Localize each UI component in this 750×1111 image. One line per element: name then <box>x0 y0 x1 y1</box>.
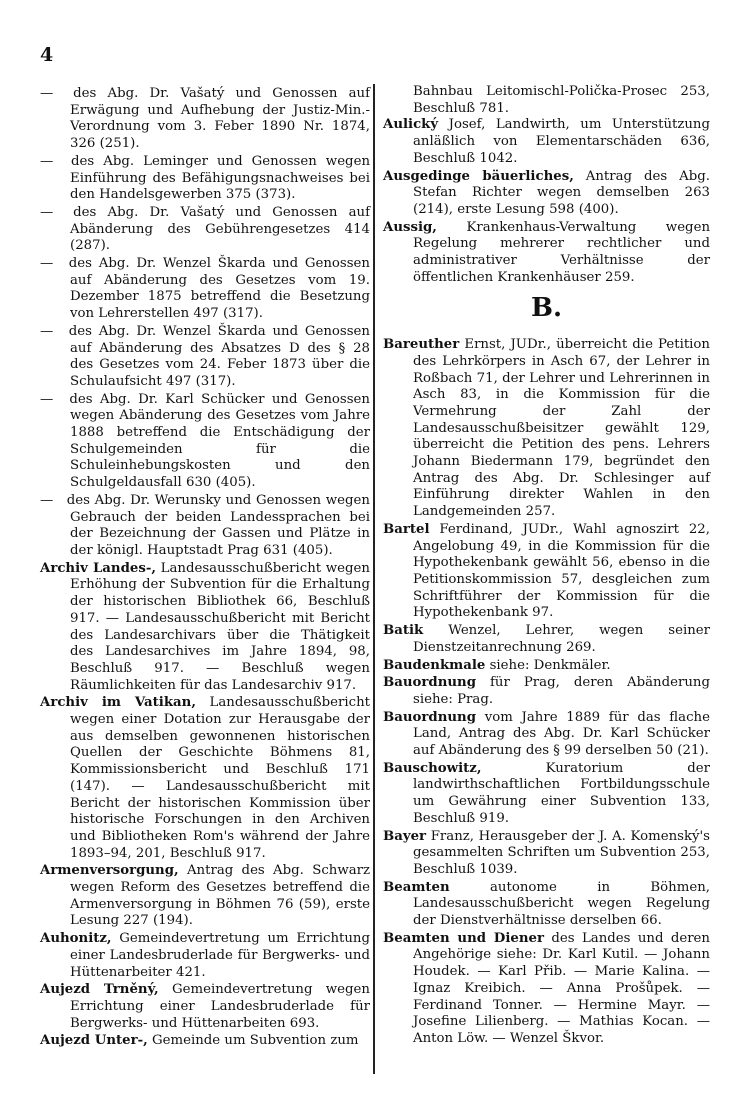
entry-headword: Archiv Landes-, <box>40 560 156 576</box>
index-entry: Bartel Ferdinand, JUDr., Wahl agnoszirt 22, Angelobung 49, in die Kommission für die Hypothekenbank gewählt 56, ebenso in die Petitionskommission 57, desgleichen zum Schriftführer der Kommission für die Hypothekenbank 97. <box>383 521 710 621</box>
entry-headword: Armenversorgung, <box>40 863 179 879</box>
index-entry: Aussig, Krankenhaus-Verwaltung wegen Regelung mehrerer rechtlicher und administrativer Verhältnisse der öffentlichen Krankenhäuser 259. <box>383 219 711 285</box>
entry-headword: Beamten <box>383 879 450 895</box>
index-entry: — des Abg. Dr. Wenzel Škarda und Genossen auf Abänderung des Absatzes D des § 28 des Gesetzes vom 24. Feber 1873 über die Schulaufsicht 497 (317). <box>40 323 370 389</box>
index-entry: — des Abg. Dr. Werunsky und Genossen wegen Gebrauch der beiden Landessprachen bei der Bezeichnung der Gassen und Plätze in der königl. Hauptstadt Prag 631 (405). <box>40 492 370 558</box>
index-entry: Armenversorgung, Antrag des Abg. Schwarz wegen Reform des Gesetzes betreffend die Armenversorgung in Böhmen 76 (59), erste Lesung 227 (194). <box>40 863 370 929</box>
index-entry: — des Abg. Dr. Wenzel Škarda und Genossen auf Abänderung des Gesetzes vom 19. Dezember 1875 betreffend die Besetzung von Lehrerstellen 497 (317). <box>40 256 370 322</box>
entry-headword: Batik <box>383 623 424 639</box>
entry-headword: Auhonitz, <box>40 931 112 947</box>
page-number: 4 <box>40 44 54 66</box>
index-entry: Bauordnung für Prag, deren Abänderung siehe: Prag. <box>383 675 710 707</box>
index-entry: Bareuther Ernst, JUDr., überreicht die Petition des Lehrkörpers in Asch 67, der Lehrer in Roßbach 71, der Lehrer und Lehrerinnen in Asch 83, in die Kommission für die Vermehrung der Zahl der Landesausschußbeisitzer gewählt 129, überreicht die Petition des pens. Lehrers Johann Biedermann 179, begründet den Antrag des Abg. Dr. Schlesinger auf Einführung direkter Wahlen in den Landgemeinden 257. <box>383 337 710 520</box>
index-entry: Batik Wenzel, Lehrer, wegen seiner Dienstzeitanrechnung 269. <box>383 623 711 655</box>
index-entry: Auhonitz, Gemeindevertretung um Errichtung einer Landesbruderlade für Bergwerks- und Hüttenarbeiter 421. <box>40 931 370 980</box>
index-entry: — des Abg. Dr. Vašatý und Genossen auf Abänderung des Gebührengesetzes 414 (287). <box>40 204 370 254</box>
index-entry: Beamten und Diener des Landes und deren Angehörige siehe: Dr. Karl Kutil. — Johann Houdek. — Karl Přib. — Marie Kalina. — Ignaz Kreibich. — Anna Prošůpek. — Ferdinand Tonner. — Hermine Mayr. — Josefine Lilienberg. — Mathias Kocan. — Anton Löw. — Wenzel Škvor. <box>383 930 710 1046</box>
section-letter-heading: B. <box>530 293 563 324</box>
entry-headword: Archiv im Vatikan, <box>40 695 196 711</box>
entry-headword: Aulický <box>383 117 439 133</box>
entry-headword: Aussig, <box>383 219 437 235</box>
index-entry: Archiv im Vatikan, Landesausschußbericht wegen einer Dotation zur Herausgabe der aus demselben gewonnenen historischen Quellen der Geschichte Böhmens 81, Kommissionsbericht und Beschluß 171 (147). — Landesausschußbericht mit Bericht der historischen Kommission über historische Forschungen in den Archiven und Bibliotheken Rom's während der Jahre 1893–94, 201, Beschluß 917. <box>40 695 370 861</box>
index-entry: Bayer Franz, Herausgeber der J. A. Komenský's gesammelten Schriften um Subvention 253, Beschluß 1039. <box>383 828 710 877</box>
entry-headword: Ausgedinge bäuerliches, <box>383 168 574 184</box>
column-divider <box>373 84 375 1074</box>
entry-headword: Beamten und Diener <box>383 930 544 946</box>
index-entry: — des Abg. Dr. Karl Schücker und Genossen wegen Abänderung des Gesetzes vom Jahre 1888 betreffend die Entschädigung der Schulgemeinden für die Schuleinhebungskosten und den Schulgeldausfall 630 (405). <box>40 391 370 491</box>
index-entry: Bauschowitz, Kuratorium der landwirthschaftlichen Fortbildungsschule um Gewährung einer Subvention 133, Beschluß 919. <box>383 760 710 826</box>
entry-headword: Bartel <box>383 521 430 537</box>
entry-headword: Bauschowitz, <box>383 760 482 776</box>
index-entry: — des Abg. Leminger und Genossen wegen Einführung des Befähigungsnachweises bei den Handelsgewerben 375 (373). <box>40 153 371 203</box>
index-entry: Baudenkmale siehe: Denkmäler. <box>383 657 611 673</box>
index-entry: — des Abg. Dr. Vašatý und Genossen auf Erwägung und Aufhebung der Justiz-Min.-Verordnung vom 3. Feber 1890 Nr. 1874, 326 (251). <box>40 86 370 152</box>
entry-headword: Bauordnung <box>383 675 476 691</box>
index-entry: Aulický Josef, Landwirth, um Unterstützung anläßlich von Elementarschäden 636, Beschluß 1042. <box>383 117 710 166</box>
entry-headword: Aujezd Trněný, <box>40 982 159 998</box>
index-entry: Aujezd Trněný, Gemeindevertretung wegen Errichtung einer Landesbruderlade für Bergwerks- und Hüttenarbeiten 693. <box>40 982 370 1031</box>
entry-headword: Baudenkmale <box>383 657 486 673</box>
entry-headword: Bareuther <box>383 337 460 353</box>
index-entry: Bauordnung vom Jahre 1889 für das flache Land, Antrag des Abg. Dr. Karl Schücker auf Abänderung des § 99 derselben 50 (21). <box>383 709 710 759</box>
left-column <box>40 86 370 1051</box>
entry-headword: Bayer <box>383 828 427 844</box>
index-entry: Beamten autonome in Böhmen, Landesausschußbericht wegen Regelung der Dienstverhältnisse derselben 66. <box>383 879 710 929</box>
entry-headword: Bauordnung <box>383 709 476 725</box>
continued-entry-text: Bahnbau Leitomischl-Polička-Prosec 253, Beschluß 781. <box>413 84 710 116</box>
entry-headword: Aujezd Unter-, <box>40 1033 148 1049</box>
index-entry: Archiv Landes-, Landesausschußbericht wegen Erhöhung der Subvention für die Erhaltung der historischen Bibliothek 66, Beschluß 917. — Landesausschußbericht mit Bericht des Landesarchivars über die Thätigkeit des Landesarchives im Jahre 1894, 98, Beschluß 917. — Beschluß wegen Räumlichkeiten für das Landesarchiv 917. <box>40 560 370 693</box>
index-entry: Ausgedinge bäuerliches, Antrag des Abg. Stefan Richter wegen demselben 263 (214), erste Lesung 598 (400). <box>383 168 710 217</box>
right-column <box>383 84 710 1049</box>
index-entry: Aujezd Unter-, Gemeinde um Subvention zum <box>40 1033 359 1049</box>
